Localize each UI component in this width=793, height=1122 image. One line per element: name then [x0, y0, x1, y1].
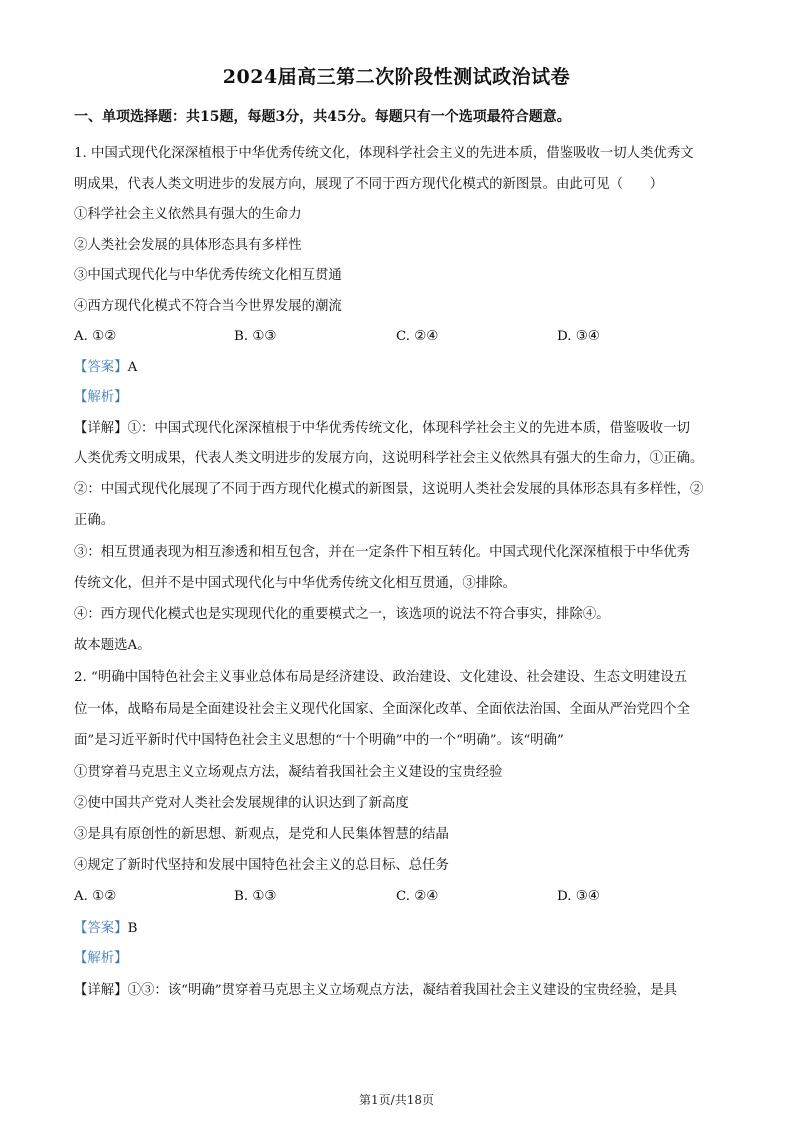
detail-tag: 【详解】 — [74, 421, 128, 436]
q1-detail-line-4: 正确。 — [74, 513, 115, 528]
q1-answer — [74, 360, 137, 376]
q2-item-4: ④规定了新时代坚持和发展中国特色社会主义的总目标、总任务 — [74, 858, 449, 873]
q1-detail-line-1 — [74, 421, 690, 437]
q2-option-c: C. ②④ — [396, 889, 439, 904]
q1-detail-line-5: ③：相互贯通表现为相互渗透和相互包含，并在一定条件下相互转化。中国式现代化深深植根于中华优秀 — [74, 545, 690, 560]
answer-tag: 【答案】 — [74, 360, 128, 375]
q2-option-a: A. ①② — [74, 889, 117, 904]
q1-option-b: B. ①③ — [234, 329, 277, 344]
answer-value: B — [127, 921, 138, 936]
detail-text: ①③：该“明确”贯穿着马克思主义立场观点方法，凝结着我国社会主义建设的宝贵经验，是具 — [127, 983, 677, 998]
q1-item-2: ②人类社会发展的具体形态具有多样性 — [74, 238, 302, 253]
q1-option-a: A. ①② — [74, 329, 117, 344]
analysis-tag: 【解析】 — [74, 390, 128, 405]
q2-analysis-tag — [74, 951, 128, 967]
q1-detail-line-7: ④：西方现代化模式也是实现现代化的重要模式之一，该选项的说法不符合事实，排除④。 — [74, 607, 610, 622]
q1-conclusion: 故本题选A。 — [74, 638, 151, 653]
document-title: 2024届高三第二次阶段性测试政治试卷 — [222, 66, 571, 88]
q1-analysis-tag — [74, 390, 128, 406]
q1-item-4: ④西方现代化模式不符合当今世界发展的潮流 — [74, 299, 342, 314]
detail-tag: 【详解】 — [74, 983, 128, 998]
q1-detail-line-2: 人类优秀文明成果，代表人类文明进步的发展方向，这说明科学社会主义依然具有强大的生命力，①正确。 — [74, 451, 704, 466]
q2-option-d: D. ③④ — [557, 889, 600, 904]
answer-tag: 【答案】 — [74, 921, 128, 936]
section-heading: 一、单项选择题：共15题，每题3分，共45分。每题只有一个选项最符合题意。 — [74, 109, 571, 125]
q1-detail-line-3: ②：中国式现代化展现了不同于西方现代化模式的新图景，这说明人类社会发展的具体形态具有多样性，② — [74, 482, 704, 497]
q2-answer — [74, 921, 137, 937]
analysis-tag: 【解析】 — [74, 951, 128, 966]
q2-option-b: B. ①③ — [234, 889, 277, 904]
q1-item-3: ③中国式现代化与中华优秀传统文化相互贯通 — [74, 268, 342, 283]
q1-item-1: ①科学社会主义依然具有强大的生命力 — [74, 207, 302, 222]
q2-detail-line-1 — [74, 983, 677, 999]
answer-value: A — [127, 360, 138, 375]
q1-stem-line-2: 明成果，代表人类文明进步的发展方向，展现了不同于西方现代化模式的新图景。由此可见（ ） — [74, 177, 664, 192]
q2-stem-line-3: 面”是习近平新时代中国特色社会主义思想的“十个明确”中的一个“明确”。该“明确” — [74, 733, 564, 748]
q1-detail-line-6: 传统文化，但并不是中国式现代化与中华优秀传统文化相互贯通，③排除。 — [74, 576, 516, 591]
page-footer: 第1页/共18页 — [359, 1093, 434, 1107]
q1-option-c: C. ②④ — [396, 329, 439, 344]
q2-stem-line-1: 2. “明确中国特色社会主义事业总体布局是经济建设、政治建设、文化建设、社会建设、生态文明建设五 — [74, 670, 688, 685]
q2-stem-line-2: 位一体，战略布局是全面建设社会主义现代化国家、全面深化改革、全面依法治国、全面从严治党四个全 — [74, 702, 690, 717]
detail-text: ①：中国式现代化深深植根于中华优秀传统文化，体现科学社会主义的先进本质，借鉴吸收一切 — [127, 421, 690, 436]
q1-stem-line-1: 1. 中国式现代化深深植根于中华优秀传统文化，体现科学社会主义的先进本质，借鉴吸收一切人类优秀文 — [74, 146, 694, 161]
q1-option-d: D. ③④ — [557, 329, 600, 344]
q2-item-1: ①贯穿着马克思主义立场观点方法，凝结着我国社会主义建设的宝贵经验 — [74, 765, 503, 780]
q2-item-2: ②使中国共产党对人类社会发展规律的认识达到了新高度 — [74, 796, 409, 811]
q2-item-3: ③是具有原创性的新思想、新观点，是党和人民集体智慧的结晶 — [74, 827, 449, 842]
